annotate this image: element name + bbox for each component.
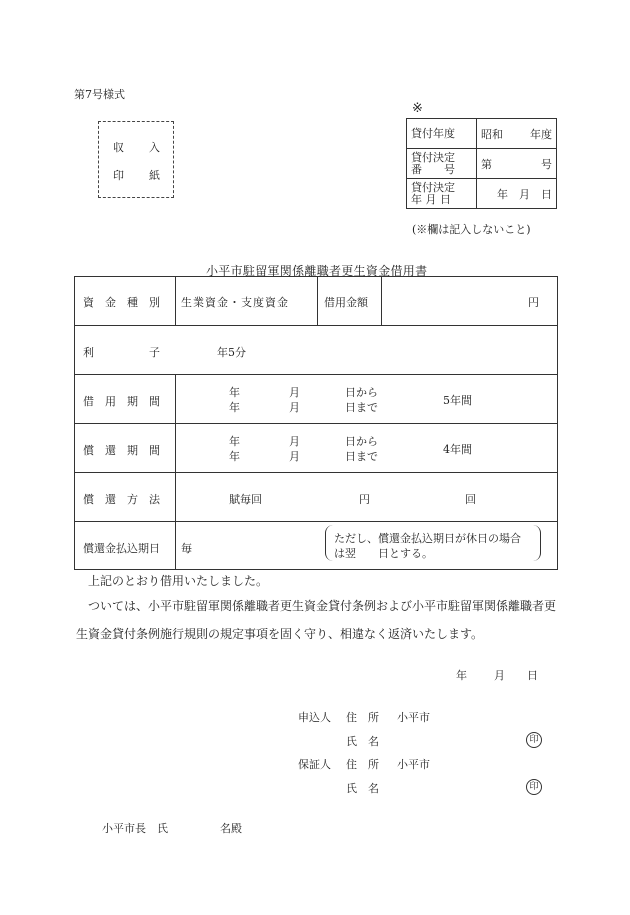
document-title: 小平市駐留軍関係離職者更生資金借用書 [206,264,428,278]
office-label-line: 番 号 [411,162,455,176]
repay-duration: 4年間 [443,443,472,456]
office-use-table [406,118,557,209]
applicant-seal-icon: 印 [526,732,542,748]
office-label-line: 貸付決定 [411,150,455,164]
loan-duration: 5年間 [443,394,472,407]
repay-method-value: 賦毎回 [229,493,262,506]
loan-table [74,276,558,570]
end-day-until: 日まで [345,401,378,414]
number-suffix: 号 [541,157,552,171]
row-fund-type [75,277,557,326]
stamp-char: 紙 [149,169,160,182]
guarantor-name-label: 氏 名 [346,782,379,795]
date-year: 年 [456,669,467,682]
office-label [407,179,477,209]
guarantor-role: 保証人 [298,758,331,771]
stamp-char: 収 [113,141,124,154]
end-month: 月 [289,450,300,463]
guarantor-seal-icon: 印 [526,779,542,795]
addressee: 小平市長 氏 [102,822,168,835]
office-label: 貸付年度 [407,119,477,149]
end-year: 年 [229,450,240,463]
payment-day-label: 償還金払込期日 [83,542,160,555]
yen-unit: 円 [528,296,539,309]
applicant-city: 小平市 [397,711,430,724]
applicant-role: 申込人 [298,711,331,724]
office-label-line: 年 月 日 [411,192,451,206]
office-label [407,149,477,179]
revenue-stamp-box [98,121,174,198]
row-loan-period [75,375,557,424]
holiday-note-line2: は翌 日とする。 [334,547,433,560]
row-repay-method [75,473,557,522]
body-line-1: 上記のとおり借用いたしました。 [88,574,269,588]
repay-method-label: 償 還 方 法 [83,493,160,506]
applicant-name-label: 氏 名 [346,735,379,748]
end-month: 月 [289,401,300,414]
payment-day-value: 毎 [181,542,192,555]
guarantor-address-label: 住 所 [346,758,379,771]
office-row-date [407,179,557,209]
stamp-char: 印 [113,169,124,182]
start-month: 月 [289,435,300,448]
fund-type-value: 生業資金・支度資金 [181,296,289,309]
repay-period-label: 償 還 期 間 [83,444,160,457]
start-year: 年 [229,386,240,399]
times-unit: 回 [465,493,476,506]
loan-period-label: 借 用 期 間 [83,395,160,408]
office-row-number [407,149,557,179]
body-line-2: ついては、小平市駐留軍関係離職者更生資金貸付条例および小平市駐留軍関係離職者更 [88,599,557,613]
year-suffix: 年度 [530,127,552,141]
fund-type-label: 資 金 種 別 [83,296,160,309]
row-interest [75,326,557,375]
office-use-mark: ※ [412,101,423,116]
start-year: 年 [229,435,240,448]
date-day: 日 [527,669,538,682]
date-month: 月 [494,669,505,682]
interest-label: 利 子 [83,346,160,359]
body-line-3: 生資金貸付条例施行規則の規定事項を固く守り、相違なく返済いたします。 [76,627,484,641]
number-prefix: 第 [481,157,492,171]
addressee-suffix: 名殿 [220,822,242,835]
stamp-char: 入 [149,141,160,154]
end-year: 年 [229,401,240,414]
row-payment-day [75,522,557,569]
yen-unit: 円 [359,493,370,506]
holiday-note-line1: ただし、償還金払込期日が休日の場合 [334,532,521,545]
guarantor-city: 小平市 [397,758,430,771]
start-day-from: 日から [345,435,378,448]
applicant-address-label: 住 所 [346,711,379,724]
office-value [477,149,557,179]
era-label: 昭和 [481,127,503,141]
office-value [477,119,557,149]
office-value: 年 月 日 [477,179,557,209]
start-day-from: 日から [345,386,378,399]
row-repay-period [75,424,557,473]
start-month: 月 [289,386,300,399]
interest-value: 年5分 [217,346,246,359]
office-use-note: (※欄は記入しないこと) [412,223,531,236]
form-number: 第7号様式 [74,88,125,101]
end-day-until: 日まで [345,450,378,463]
loan-amount-label: 借用金額 [324,296,368,309]
office-row-year [407,119,557,149]
office-label-line: 貸付決定 [411,180,455,194]
